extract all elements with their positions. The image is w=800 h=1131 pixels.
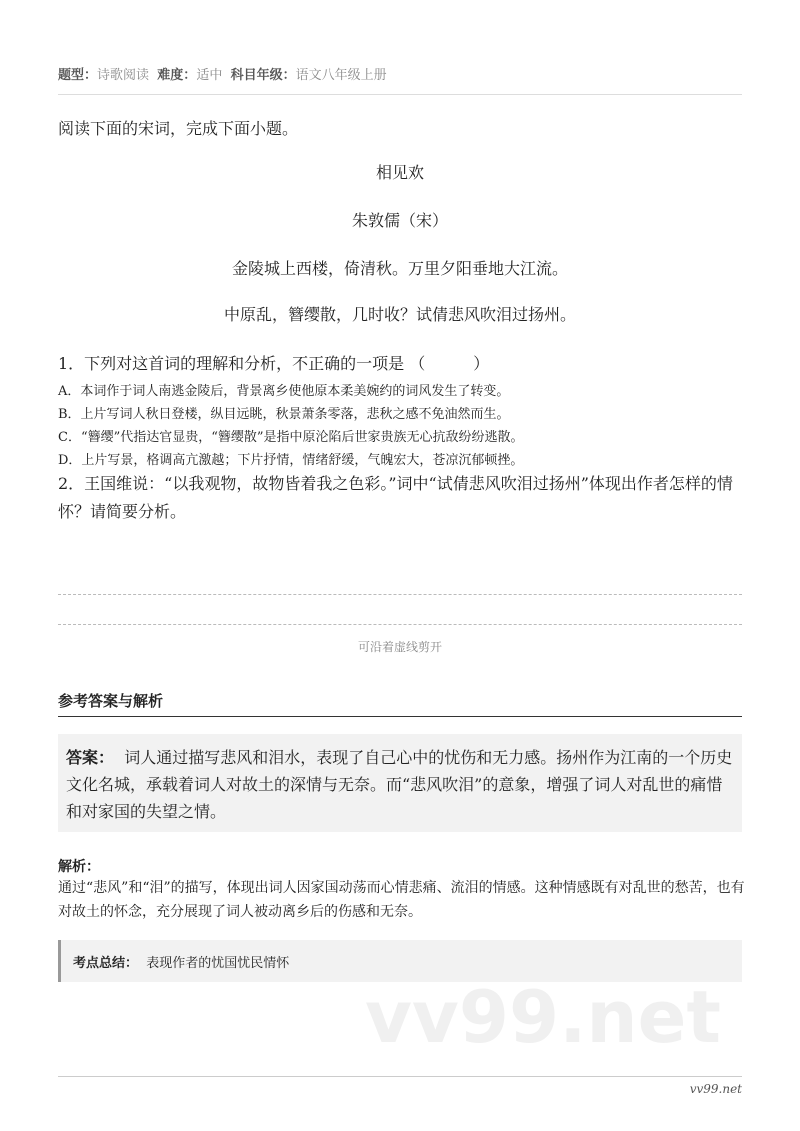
- divider: [58, 94, 742, 95]
- section-title: 参考答案与解析: [58, 692, 164, 710]
- option-b: B．上片写词人秋日登楼，纵目远眺，秋景萧条零落，悲秋之感不免油然而生。: [58, 407, 510, 422]
- watermark: vv99.net: [365, 975, 721, 1059]
- question-meta: [58, 64, 387, 83]
- difficulty-label: 难度：: [157, 68, 197, 83]
- answer-label: 答案：: [66, 748, 115, 767]
- poem-title: 相见欢: [375, 163, 424, 182]
- option-a: A．本词作于词人南逃金陵后，背景离乡使他原本柔美婉约的词风发生了转变。: [58, 384, 510, 399]
- analysis-text: 通过“悲风”和“泪”的描写，体现出词人因家国动荡而心情悲痛、流泪的情感。这种情感既有对乱世的愁苦，也有对故土的怀念，充分展现了词人被动离乡后的伤感和无奈。: [58, 880, 745, 920]
- footer-divider: [58, 1076, 742, 1077]
- question-1: 1．下列对这首词的理解和分析，不正确的一项是 （ ）: [58, 354, 490, 373]
- summary-label: 考点总结：: [73, 956, 139, 971]
- poem-author: 朱敦儒（宋）: [351, 211, 448, 230]
- cut-hint: 可沿着虚线剪开: [357, 640, 442, 654]
- type-label: 题型：: [58, 68, 98, 83]
- summary-text: 表现作者的忧国忧民情怀: [146, 956, 290, 971]
- cut-line: [58, 624, 742, 625]
- intro: 阅读下面的宋词，完成下面小题。: [58, 119, 299, 138]
- answer-line: [58, 594, 742, 595]
- answer-box: [58, 734, 742, 832]
- question-2: 2．王国维说：“以我观物，故物皆着我之色彩。”词中“试倩悲风吹泪过扬州”体现出作者怎样的情怀？请简要分析。: [58, 474, 733, 521]
- footer-site: vv99.net: [689, 1082, 742, 1096]
- type-value: 诗歌阅读: [97, 68, 150, 83]
- grade-value: 语文八年级上册: [295, 68, 387, 83]
- analysis-label: 解析：: [58, 859, 100, 875]
- grade-label: 科目年级：: [230, 68, 296, 83]
- answer-text: 词人通过描写悲风和泪水，表现了自己心中的忧伤和无力感。扬州作为江南的一个历史文化名城，承载着词人对故土的深情与无奈。而“悲风吹泪”的意象，增强了词人对乱世的痛惜和对家国的失望之情。: [66, 748, 733, 821]
- poem-line: 中原乱，簪缨散，几时收？试倩悲风吹泪过扬州。: [223, 305, 576, 324]
- section-divider: [58, 716, 742, 717]
- difficulty-value: 适中: [196, 68, 223, 83]
- option-c: C．“簪缨”代指达官显贵，“簪缨散”是指中原沦陷后世家贵族无心抗敌纷纷逃散。: [58, 430, 524, 445]
- poem-line: 金陵城上西楼，倚清秋。万里夕阳垂地大江流。: [231, 259, 568, 278]
- option-d: D．上片写景，格调高亢激越；下片抒情，情绪舒缓，气魄宏大，苍凉沉郁顿挫。: [58, 453, 524, 468]
